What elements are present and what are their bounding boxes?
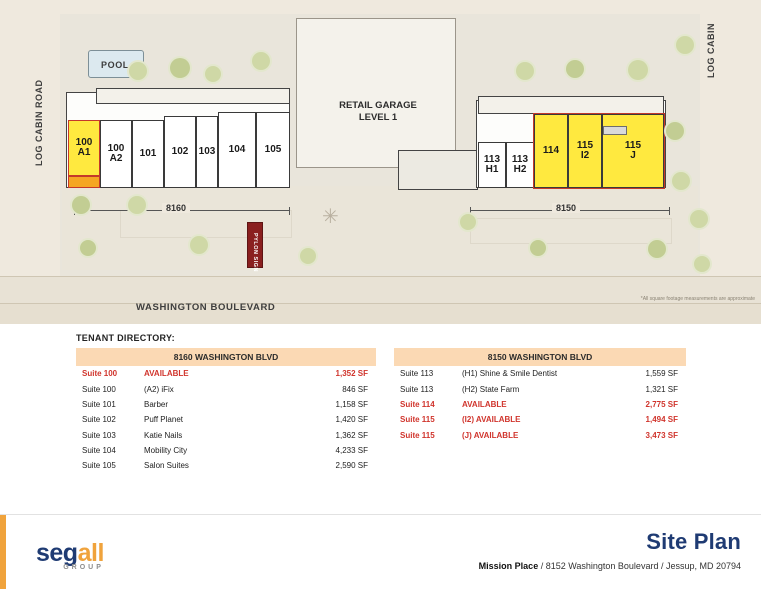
footer-accent-bar bbox=[0, 515, 6, 589]
tenant-cell: Mobility City bbox=[144, 446, 188, 456]
unit-113-h1[interactable]: 113 H1 bbox=[478, 142, 506, 188]
tree-icon bbox=[676, 36, 694, 54]
suite-cell: Suite 100 bbox=[82, 384, 116, 394]
tree-icon bbox=[300, 248, 316, 264]
table-row bbox=[76, 458, 376, 473]
suite-cell: Suite 100 bbox=[82, 369, 118, 379]
tree-icon bbox=[170, 58, 190, 78]
suite-cell: Suite 115 bbox=[400, 415, 435, 425]
tenant-cell: AVAILABLE bbox=[144, 369, 189, 379]
suite-cell: Suite 115 bbox=[400, 430, 435, 440]
building-8150-roofline bbox=[478, 96, 664, 114]
property-name: Mission Place bbox=[478, 561, 539, 571]
tree-icon bbox=[628, 60, 648, 80]
table-row bbox=[394, 428, 686, 443]
sf-cell: 2,775 SF bbox=[645, 399, 678, 409]
page-title: Site Plan bbox=[646, 529, 741, 554]
table-row bbox=[76, 428, 376, 443]
segall-group-logo bbox=[36, 539, 104, 571]
tenant-cell: (H2) State Farm bbox=[462, 384, 520, 394]
tree-icon bbox=[252, 52, 270, 70]
unit-113-h2[interactable]: 113 H2 bbox=[506, 142, 534, 188]
parking-stalls-e bbox=[470, 218, 672, 244]
tenant-cell: (H1) Shine & Smile Dentist bbox=[462, 369, 558, 379]
tenant-cell: (A2) iFix bbox=[144, 384, 174, 394]
unit-100-a1[interactable]: 100 A1 bbox=[68, 120, 100, 176]
directory-header-8150: 8150 WASHINGTON BLVD bbox=[394, 348, 686, 366]
tree-icon bbox=[72, 196, 90, 214]
pylon-sign bbox=[247, 222, 263, 272]
table-row bbox=[76, 412, 376, 427]
suite-cell: Suite 113 bbox=[400, 369, 434, 379]
tree-icon bbox=[460, 214, 476, 230]
directory-header-8160: 8160 WASHINGTON BLVD bbox=[76, 348, 376, 366]
tree-icon bbox=[666, 122, 684, 140]
suite-cell: Suite 113 bbox=[400, 384, 434, 394]
sf-cell: 1,494 SF bbox=[645, 415, 678, 425]
table-row bbox=[76, 381, 376, 396]
tree-icon bbox=[129, 62, 147, 80]
directory-table-8150 bbox=[394, 348, 686, 443]
pool-label: POOL bbox=[101, 60, 129, 70]
sf-cell: 1,158 SF bbox=[335, 399, 368, 409]
tenant-cell: (I2) AVAILABLE bbox=[462, 415, 521, 425]
unit-115-i2[interactable]: 115 I2 bbox=[568, 114, 602, 188]
tree-icon bbox=[690, 210, 708, 228]
table-row bbox=[394, 397, 686, 412]
directory-table-8160 bbox=[76, 348, 376, 474]
property-address bbox=[479, 561, 741, 571]
table-row bbox=[394, 381, 686, 396]
parking-stalls-d bbox=[120, 210, 292, 238]
table-row bbox=[394, 412, 686, 427]
unit-115-j[interactable]: 115 J bbox=[602, 114, 664, 188]
suite-cell: Suite 103 bbox=[82, 430, 116, 440]
sf-cell: 1,420 SF bbox=[335, 415, 368, 425]
table-row bbox=[76, 443, 376, 458]
tree-icon bbox=[128, 196, 146, 214]
logo-part-2: all bbox=[77, 539, 104, 567]
log-cabin-label-right: LOG CABIN bbox=[706, 23, 716, 78]
page-footer bbox=[0, 514, 761, 589]
tenant-cell: Katie Nails bbox=[144, 430, 183, 440]
tree-icon bbox=[516, 62, 534, 80]
table-row bbox=[76, 397, 376, 412]
building-8160-roofline bbox=[96, 88, 290, 104]
property-address-text: / 8152 Washington Boulevard / Jessup, MD 20794 bbox=[538, 561, 741, 571]
retail-garage-line2: LEVEL 1 bbox=[358, 111, 398, 123]
log-cabin-road-label: LOG CABIN ROAD bbox=[34, 79, 44, 166]
tenant-directory bbox=[0, 324, 761, 514]
retail-garage-line1: RETAIL GARAGE bbox=[339, 100, 417, 111]
map-footnote: *All square footage measurements are approximate bbox=[640, 296, 755, 302]
sf-cell: 1,352 SF bbox=[335, 369, 368, 379]
tree-icon bbox=[530, 240, 546, 256]
unit-102[interactable]: 102 bbox=[164, 116, 196, 188]
unit-100-a1-extension bbox=[68, 176, 100, 188]
unit-105[interactable]: 105 bbox=[256, 112, 290, 188]
tenant-cell: Puff Planet bbox=[144, 415, 183, 425]
tree-icon bbox=[80, 240, 96, 256]
sf-cell: 2,590 SF bbox=[335, 461, 368, 471]
washington-boulevard-label: WASHINGTON BOULEVARD bbox=[136, 302, 276, 313]
sf-cell: 4,233 SF bbox=[335, 446, 368, 456]
unit-114[interactable]: 114 bbox=[534, 114, 568, 188]
tree-icon bbox=[190, 236, 208, 254]
sf-cell: 3,473 SF bbox=[645, 430, 678, 440]
tenant-cell: Salon Suites bbox=[144, 461, 189, 471]
sf-cell: 1,321 SF bbox=[645, 384, 678, 394]
table-row bbox=[394, 366, 686, 381]
suite-cell: Suite 105 bbox=[82, 461, 116, 471]
logo-part-1: seg bbox=[36, 539, 78, 567]
unit-100-a2[interactable]: 100 A2 bbox=[100, 120, 132, 188]
dimension-label-8160: 8160 bbox=[162, 203, 190, 213]
tree-icon bbox=[205, 66, 221, 82]
tenant-cell: (J) AVAILABLE bbox=[462, 430, 519, 440]
retail-garage-label bbox=[318, 100, 438, 124]
suite-cell: Suite 102 bbox=[82, 415, 116, 425]
unit-103[interactable]: 103 bbox=[196, 116, 218, 188]
available-highlight-outline bbox=[533, 113, 665, 189]
unit-101[interactable]: 101 bbox=[132, 120, 164, 188]
unit-104[interactable]: 104 bbox=[218, 112, 256, 188]
tree-icon bbox=[694, 256, 710, 272]
dimension-label-8150: 8150 bbox=[552, 203, 580, 213]
tree-icon bbox=[672, 172, 690, 190]
sf-cell: 1,362 SF bbox=[335, 430, 368, 440]
loading-dock-shape bbox=[398, 150, 478, 190]
tree-icon bbox=[648, 240, 666, 258]
tree-icon bbox=[566, 60, 584, 78]
tenant-cell: Barber bbox=[144, 399, 169, 409]
compass-icon: ✳ bbox=[322, 206, 339, 228]
pylon-sign-label: PYLON SIGN bbox=[252, 233, 258, 272]
sf-cell: 846 SF bbox=[342, 384, 368, 394]
suite-cell: Suite 101 bbox=[82, 399, 116, 409]
tenant-directory-title: TENANT DIRECTORY: bbox=[76, 333, 175, 343]
sf-cell: 1,559 SF bbox=[645, 369, 678, 379]
retail-garage-outline bbox=[296, 18, 456, 168]
table-row bbox=[76, 366, 376, 381]
suite-cell: Suite 114 bbox=[400, 399, 435, 409]
suite-cell: Suite 104 bbox=[82, 446, 116, 456]
logo-subtext: GROUP bbox=[63, 564, 104, 571]
tenant-cell: AVAILABLE bbox=[462, 399, 507, 409]
